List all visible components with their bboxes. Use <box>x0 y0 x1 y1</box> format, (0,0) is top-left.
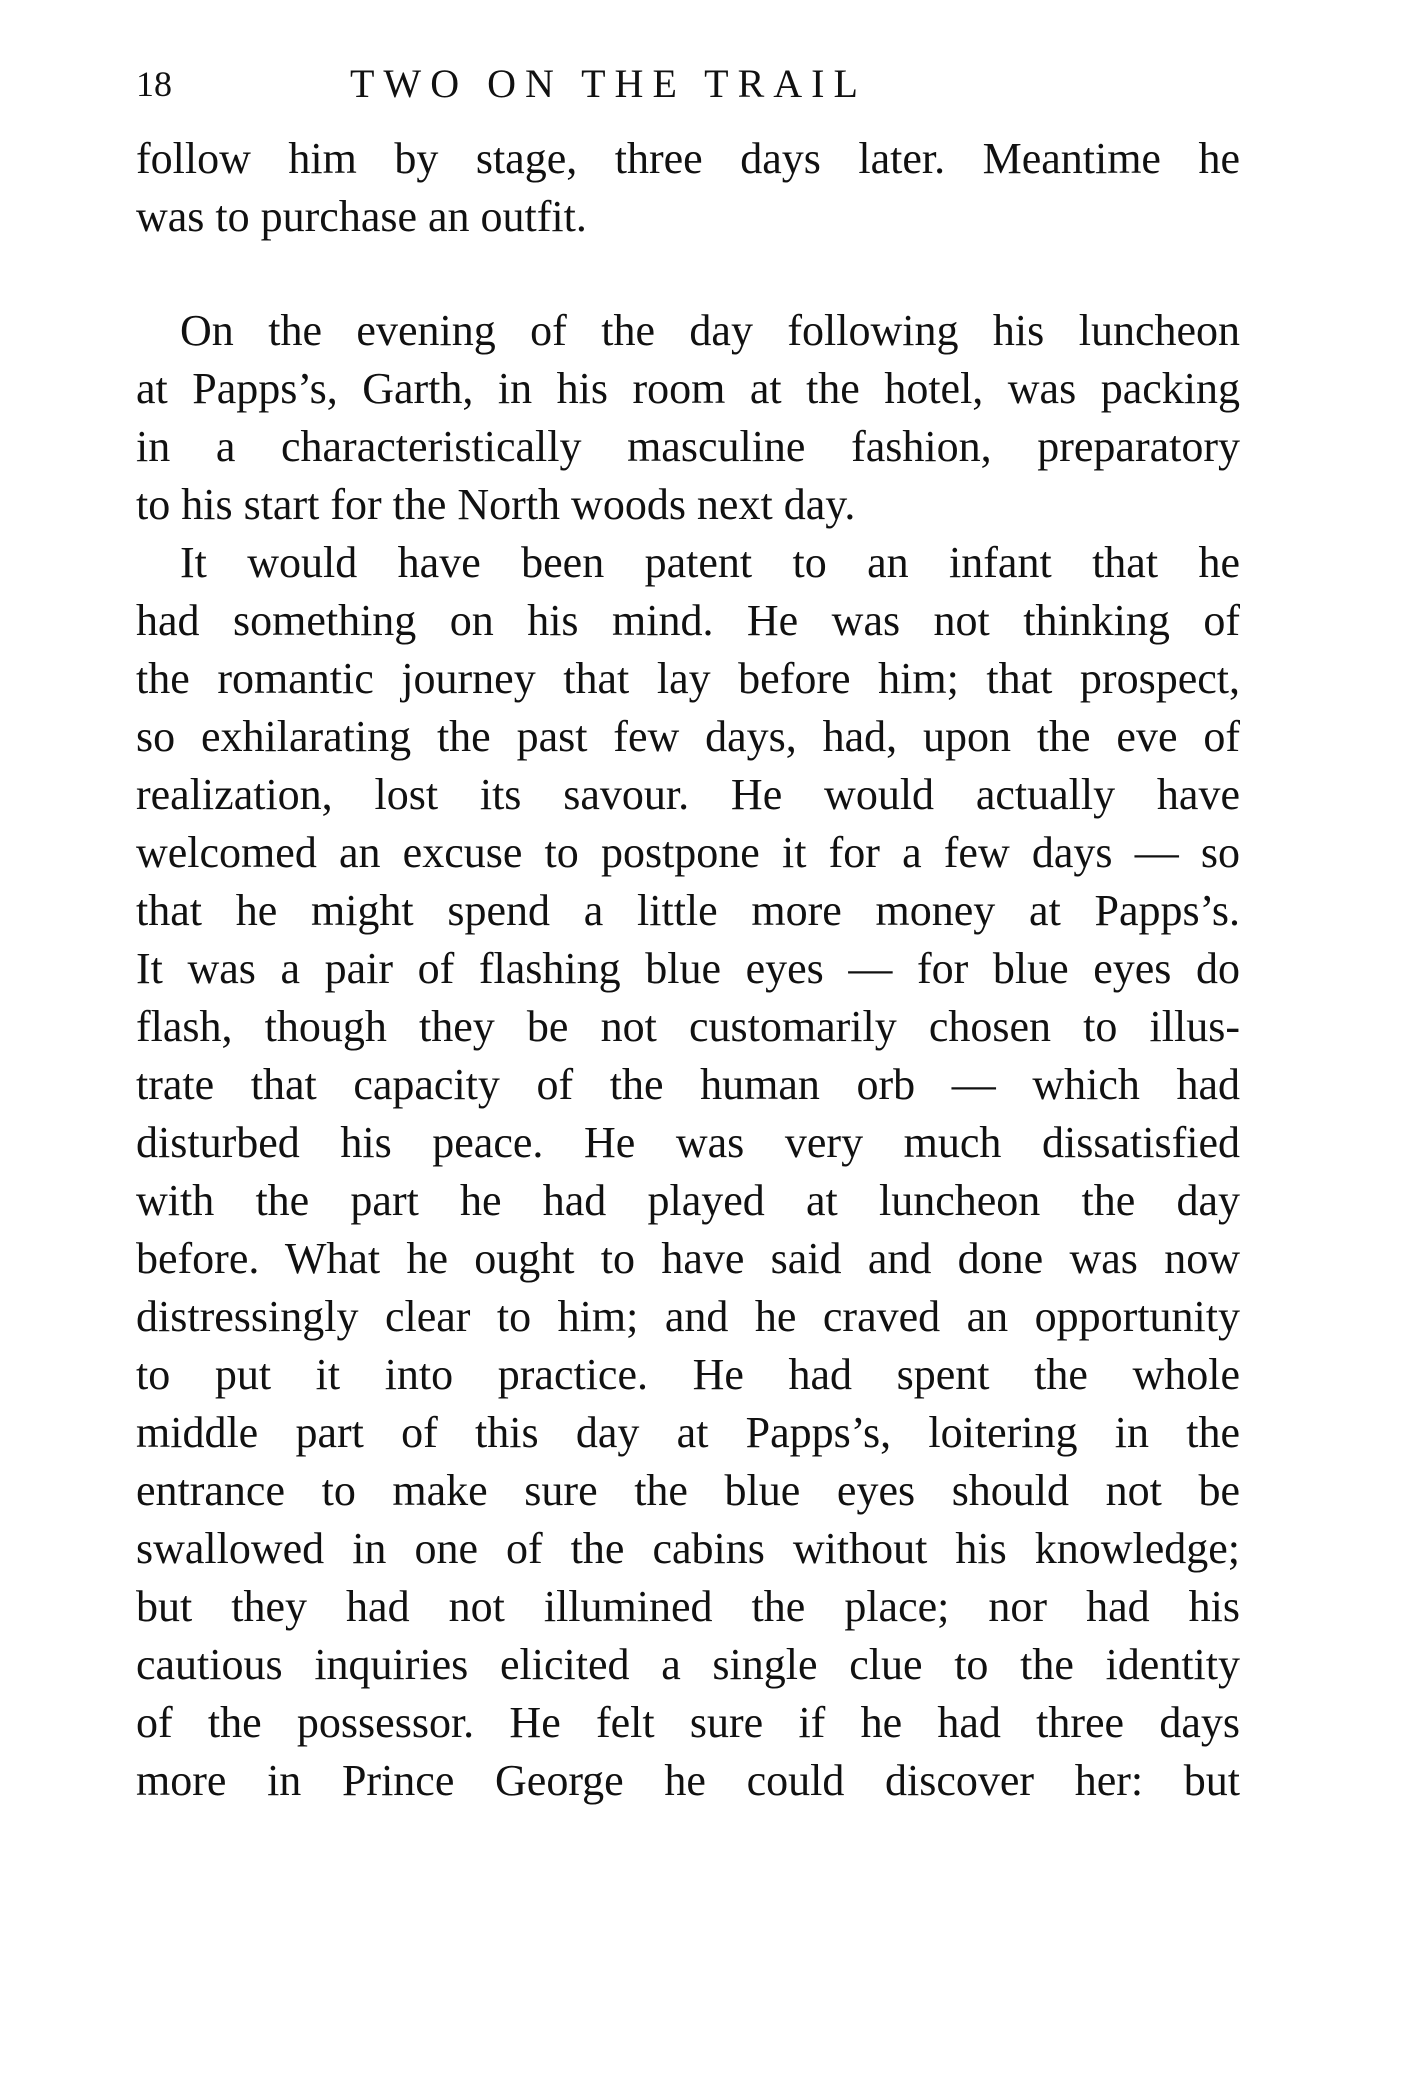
text-line: at Papps’s, Garth, in his room at the hotel, was packing <box>136 364 1240 413</box>
text-line: but they had not illumined the place; nor had his <box>136 1582 1240 1631</box>
text-line: to put it into practice. He had spent the whole <box>136 1350 1240 1399</box>
text-line: flash, though they be not customarily chosen to illus- <box>136 1002 1240 1051</box>
text-line: with the part he had played at luncheon the day <box>136 1176 1240 1225</box>
body-text <box>136 130 1240 1810</box>
running-head <box>136 54 1240 114</box>
text-line: of the possessor. He felt sure if he had three days <box>136 1698 1240 1747</box>
text-line: middle part of this day at Papps’s, loitering in the <box>136 1408 1240 1457</box>
text-line: had something on his mind. He was not thinking of <box>136 596 1240 645</box>
text-line: cautious inquiries elicited a single clue to the identity <box>136 1640 1240 1689</box>
text-line: realization, lost its savour. He would actually have <box>136 770 1240 819</box>
running-title: TWO ON THE TRAIL <box>350 61 867 106</box>
text-line: disturbed his peace. He was very much dissatisfied <box>136 1118 1240 1167</box>
text-line: to his start for the North woods next day. <box>136 480 856 529</box>
text-line: distressingly clear to him; and he craved an opportunity <box>136 1292 1240 1341</box>
text-line: was to purchase an outfit. <box>136 192 587 241</box>
text-line: before. What he ought to have said and done was now <box>136 1234 1240 1283</box>
text-line: follow him by stage, three days later. Meantime he <box>136 134 1240 183</box>
text-line: It would have been patent to an infant that he <box>180 538 1240 587</box>
text-line: the romantic journey that lay before him; that prospect, <box>136 654 1240 703</box>
text-line: entrance to make sure the blue eyes should not be <box>136 1466 1240 1515</box>
text-line: On the evening of the day following his luncheon <box>180 306 1240 355</box>
section-break <box>136 246 1240 302</box>
text-line: It was a pair of flashing blue eyes — for blue eyes do <box>136 944 1240 993</box>
text-line: trate that capacity of the human orb — which had <box>136 1060 1240 1109</box>
page-number: 18 <box>136 64 172 104</box>
text-line: more in Prince George he could discover her: but <box>136 1756 1240 1805</box>
text-line: in a characteristically masculine fashion, preparatory <box>136 422 1240 471</box>
text-line: swallowed in one of the cabins without his knowledge; <box>136 1524 1240 1573</box>
text-line: welcomed an excuse to postpone it for a few days — so <box>136 828 1240 877</box>
text-line: that he might spend a little more money at Papps’s. <box>136 886 1240 935</box>
text-line: so exhilarating the past few days, had, upon the eve of <box>136 712 1240 761</box>
